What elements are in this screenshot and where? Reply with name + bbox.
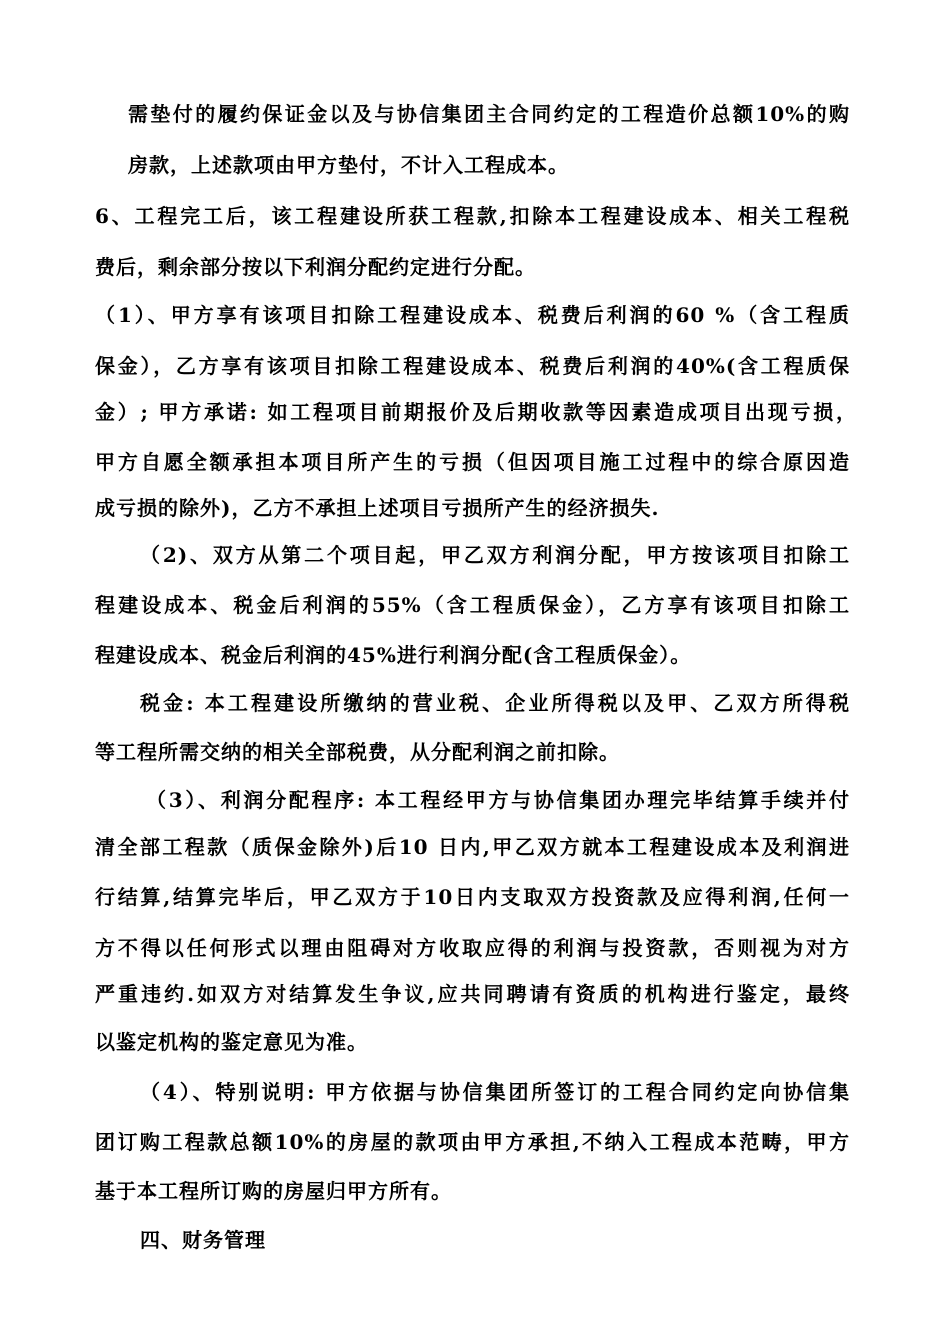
text-line: （1）、甲方享有该项目扣除工程建设成本、税费后利润的60 %（含工程质 <box>95 303 850 327</box>
text-line: 行结算,结算完毕后，甲乙双方于10日内支取双方投资款及应得利润,任何一 <box>95 885 850 909</box>
text-line: （3）、利润分配程序: 本工程经甲方与协信集团办理完毕结算手续并付 <box>146 788 850 812</box>
text-line: 程建设成本、税金后利润的55%（含工程质保金），乙方享有该项目扣除工 <box>95 593 850 617</box>
text-line: 程建设成本、税金后利润的45%进行利润分配(含工程质保金）。 <box>95 643 692 667</box>
text-line: 税金: 本工程建设所缴纳的营业税、企业所得税以及甲、乙双方所得税 <box>140 691 850 715</box>
text-line: 甲方自愿全额承担本项目所产生的亏损（但因项目施工过程中的综合原因造 <box>95 450 850 474</box>
text-line: 保金），乙方享有该项目扣除工程建设成本、税费后利润的40%(含工程质保 <box>95 354 850 378</box>
text-line: 团订购工程款总额10%的房屋的款项由甲方承担,不纳入工程成本范畴，甲方 <box>95 1130 850 1154</box>
text-line: 清全部工程款（质保金除外)后10 日内,甲乙双方就本工程建设成本及利润进 <box>95 835 850 859</box>
text-line: 成亏损的除外)，乙方不承担上述项目亏损所产生的经济损失. <box>95 496 660 520</box>
text-line: （2)、双方从第二个项目起，甲乙双方利润分配，甲方按该项目扣除工 <box>140 543 850 567</box>
text-line: 6、工程完工后，该工程建设所获工程款,扣除本工程建设成本、相关工程税 <box>95 204 850 228</box>
text-line: 金）; 甲方承诺: 如工程项目前期报价及后期收款等因素造成项目出现亏损， <box>95 400 857 424</box>
text-line: 严重违约.如双方对结算发生争议,应共同聘请有资质的机构进行鉴定，最终 <box>95 982 850 1006</box>
text-line: 等工程所需交纳的相关全部税费，从分配利润之前扣除。 <box>95 740 620 764</box>
text-line: 费后，剩余部分按以下利润分配约定进行分配。 <box>95 255 536 279</box>
text-line: （4）、特别说明: 甲方依据与协信集团所签订的工程合同约定向协信集 <box>140 1080 850 1104</box>
text-line: 方不得以任何形式以理由阻碍对方收取应得的利润与投资款，否则视为对方 <box>95 936 850 960</box>
text-line: 房款，上述款项由甲方垫付，不计入工程成本。 <box>128 153 569 177</box>
text-line: 以鉴定机构的鉴定意见为准。 <box>95 1030 368 1054</box>
text-line: 基于本工程所订购的房屋归甲方所有。 <box>95 1179 452 1203</box>
text-line: 需垫付的履约保证金以及与协信集团主合同约定的工程造价总额10%的购 <box>128 102 850 126</box>
section-heading: 四、财务管理 <box>140 1228 266 1252</box>
